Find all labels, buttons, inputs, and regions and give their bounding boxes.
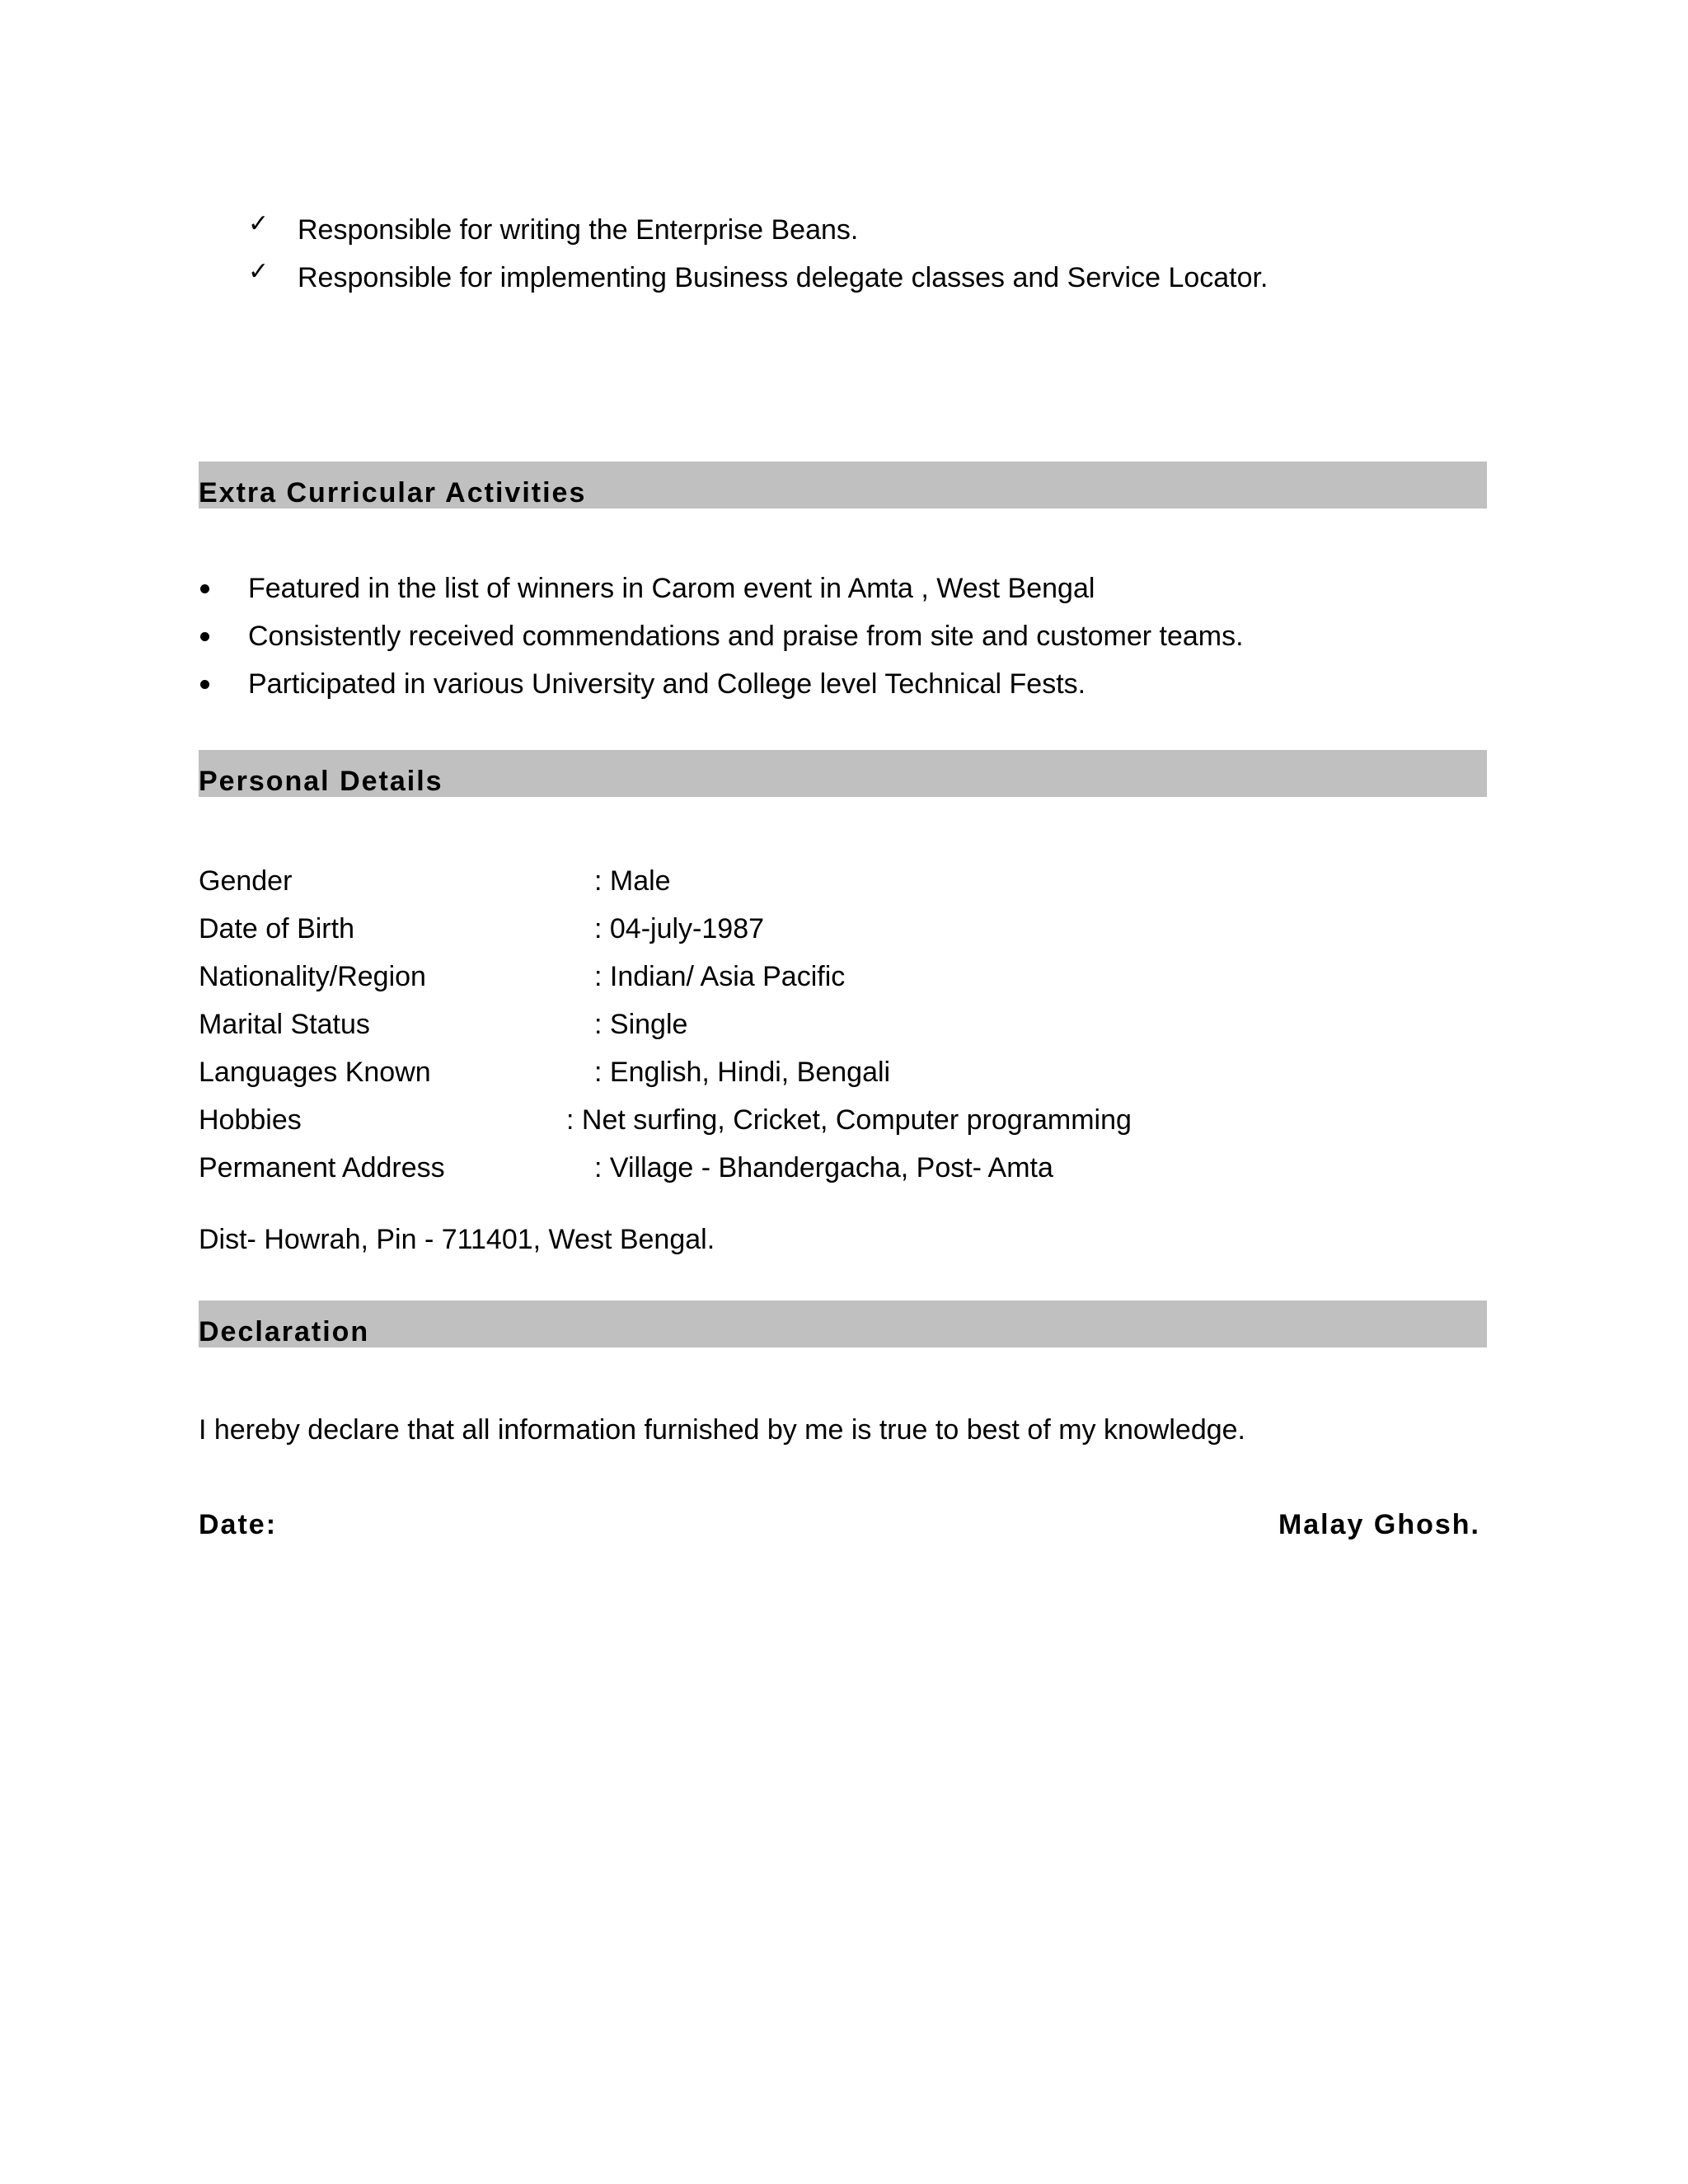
detail-value: : Single xyxy=(594,1009,688,1040)
detail-value: : 04-july-1987 xyxy=(594,913,765,944)
section-header-declaration xyxy=(199,1301,1487,1347)
detail-value: : Indian/ Asia Pacific xyxy=(594,961,846,992)
activity-item: Consistently received commendations and praise from site and customer teams. xyxy=(248,621,1244,652)
responsibility-item: Responsible for implementing Business delegate classes and Service Locator. xyxy=(298,262,1268,293)
bullet-icon xyxy=(200,632,209,641)
section-header-personal-details xyxy=(199,750,1487,797)
detail-label: Hobbies xyxy=(199,1104,302,1136)
detail-label: Permanent Address xyxy=(199,1152,445,1183)
detail-value: : English, Hindi, Bengali xyxy=(594,1057,891,1088)
section-title: Personal Details xyxy=(199,766,443,797)
section-title: Extra Curricular Activities xyxy=(199,477,587,509)
detail-value: : Net surfing, Cricket, Computer programming xyxy=(566,1104,1132,1136)
signature-name: Malay Ghosh. xyxy=(1278,1509,1480,1540)
date-label: Date: xyxy=(199,1509,278,1540)
activity-item: Featured in the list of winners in Carom event in Amta , West Bengal xyxy=(248,573,1095,604)
detail-label: Gender xyxy=(199,865,293,897)
activity-item: Participated in various University and College level Technical Fests. xyxy=(248,668,1086,700)
section-header-extra-curricular xyxy=(199,462,1487,509)
detail-label: Languages Known xyxy=(199,1057,431,1088)
responsibility-item: Responsible for writing the Enterprise Beans. xyxy=(298,214,859,246)
check-icon: ✓ xyxy=(248,257,270,286)
check-icon: ✓ xyxy=(248,209,270,238)
detail-value: : Male xyxy=(594,865,671,897)
detail-label: Date of Birth xyxy=(199,913,354,944)
declaration-text: I hereby declare that all information furnished by me is true to best of my knowledge. xyxy=(199,1414,1245,1446)
detail-label: Marital Status xyxy=(199,1009,370,1040)
detail-value: : Village - Bhandergacha, Post- Amta xyxy=(594,1152,1053,1183)
detail-label: Nationality/Region xyxy=(199,961,426,992)
section-title: Declaration xyxy=(199,1316,370,1347)
address-line-2: Dist- Howrah, Pin - 711401, West Bengal. xyxy=(199,1224,715,1255)
bullet-icon xyxy=(200,584,209,593)
bullet-icon xyxy=(200,680,209,689)
